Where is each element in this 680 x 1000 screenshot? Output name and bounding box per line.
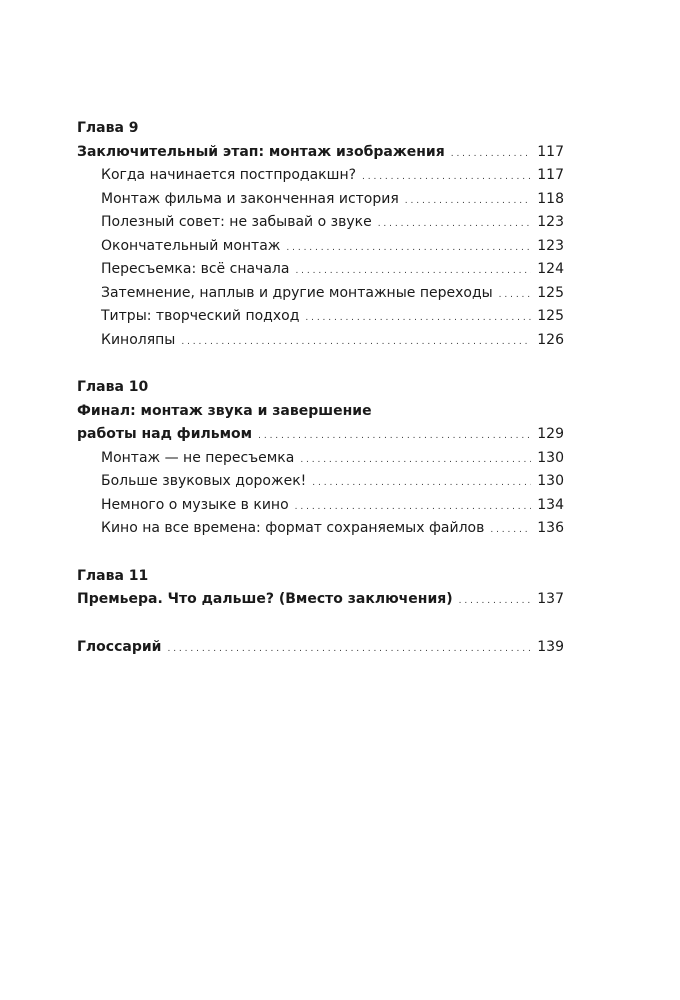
dot-leader [181,329,531,355]
toc-entry[interactable] [77,282,564,306]
toc-entry[interactable] [77,329,564,353]
entry-title: Кино на все времена: формат сохраняемых файлов [101,520,485,536]
section-gap [77,541,564,565]
entry-title: Полезный совет: не забывай о звуке [101,214,372,230]
dot-leader [362,164,531,190]
entry-page: 125 [537,284,564,301]
entry-title: Окончательный монтаж [101,237,281,254]
entry-page: 137 [537,591,564,607]
entry-page: 129 [537,426,564,442]
toc-entry-ch11-main[interactable] [77,588,564,612]
entry-page: 123 [537,214,564,230]
entry-page: 124 [537,261,564,277]
toc-entry[interactable] [77,470,564,494]
chapter-10-label: Глава 10 [77,379,149,395]
toc-entry-ch9-main[interactable] [77,141,564,165]
toc-entry[interactable] [77,258,564,282]
entry-title: Киноляпы [101,331,176,348]
entry-page: 118 [537,190,564,207]
entry-title: Больше звуковых дорожек! [101,473,307,489]
dot-leader [258,423,531,449]
dot-leader [295,494,532,520]
toc-entry[interactable] [77,164,564,188]
entry-page: 125 [537,308,564,324]
entry-page: 117 [537,143,564,160]
entry-title: Затемнение, наплыв и другие монтажные переходы [101,284,493,301]
chapter-9-label: Глава 9 [77,120,139,136]
entry-title: Пересъемка: всё сначала [101,261,290,277]
toc-entry[interactable] [77,494,564,518]
dot-leader [459,588,532,614]
entry-page: 130 [537,473,564,489]
dot-leader [295,258,531,284]
toc-entry[interactable] [77,447,564,471]
table-of-contents [77,117,564,659]
entry-title: Глоссарий [77,638,162,655]
toc-entry-glossary[interactable] [77,636,564,660]
entry-title: Заключительный этап: монтаж изображения [77,143,445,160]
entry-title: Немного о музыке в кино [101,496,289,513]
dot-leader [499,282,532,308]
dot-leader [286,235,531,261]
entry-title: Премьера. Что дальше? (Вместо заключения) [77,591,453,607]
entry-title: Монтаж фильма и законченная история [101,190,399,207]
entry-page: 130 [537,449,564,466]
entry-page: 126 [537,331,564,348]
entry-title: Титры: творческий подход [101,308,300,324]
dot-leader [305,305,531,331]
section-gap [77,612,564,636]
dot-leader [378,211,532,237]
chapter-11-label: Глава 11 [77,567,149,584]
entry-page: 117 [537,167,564,183]
entry-title: Когда начинается постпродакшн? [101,167,357,183]
toc-entry[interactable] [77,305,564,329]
dot-leader [167,636,531,662]
toc-entry[interactable] [77,235,564,259]
toc-entry[interactable] [77,517,564,541]
dot-leader [405,188,531,214]
dot-leader [300,447,531,473]
entry-page: 136 [537,520,564,536]
toc-entry-ch10-main[interactable] [77,423,564,447]
dot-leader [451,141,532,167]
entry-page: 139 [537,638,564,655]
entry-title: работы над фильмом [77,426,253,442]
toc-entry-ch10-main-line1[interactable]: Финал: монтаж звука и завершение [77,402,372,419]
entry-title: Монтаж — не пересъемка [101,449,295,466]
dot-leader [490,517,531,543]
toc-entry[interactable] [77,211,564,235]
toc-entry[interactable] [77,188,564,212]
section-gap [77,352,564,376]
entry-page: 123 [537,237,564,254]
entry-page: 134 [537,496,564,513]
dot-leader [312,470,531,496]
